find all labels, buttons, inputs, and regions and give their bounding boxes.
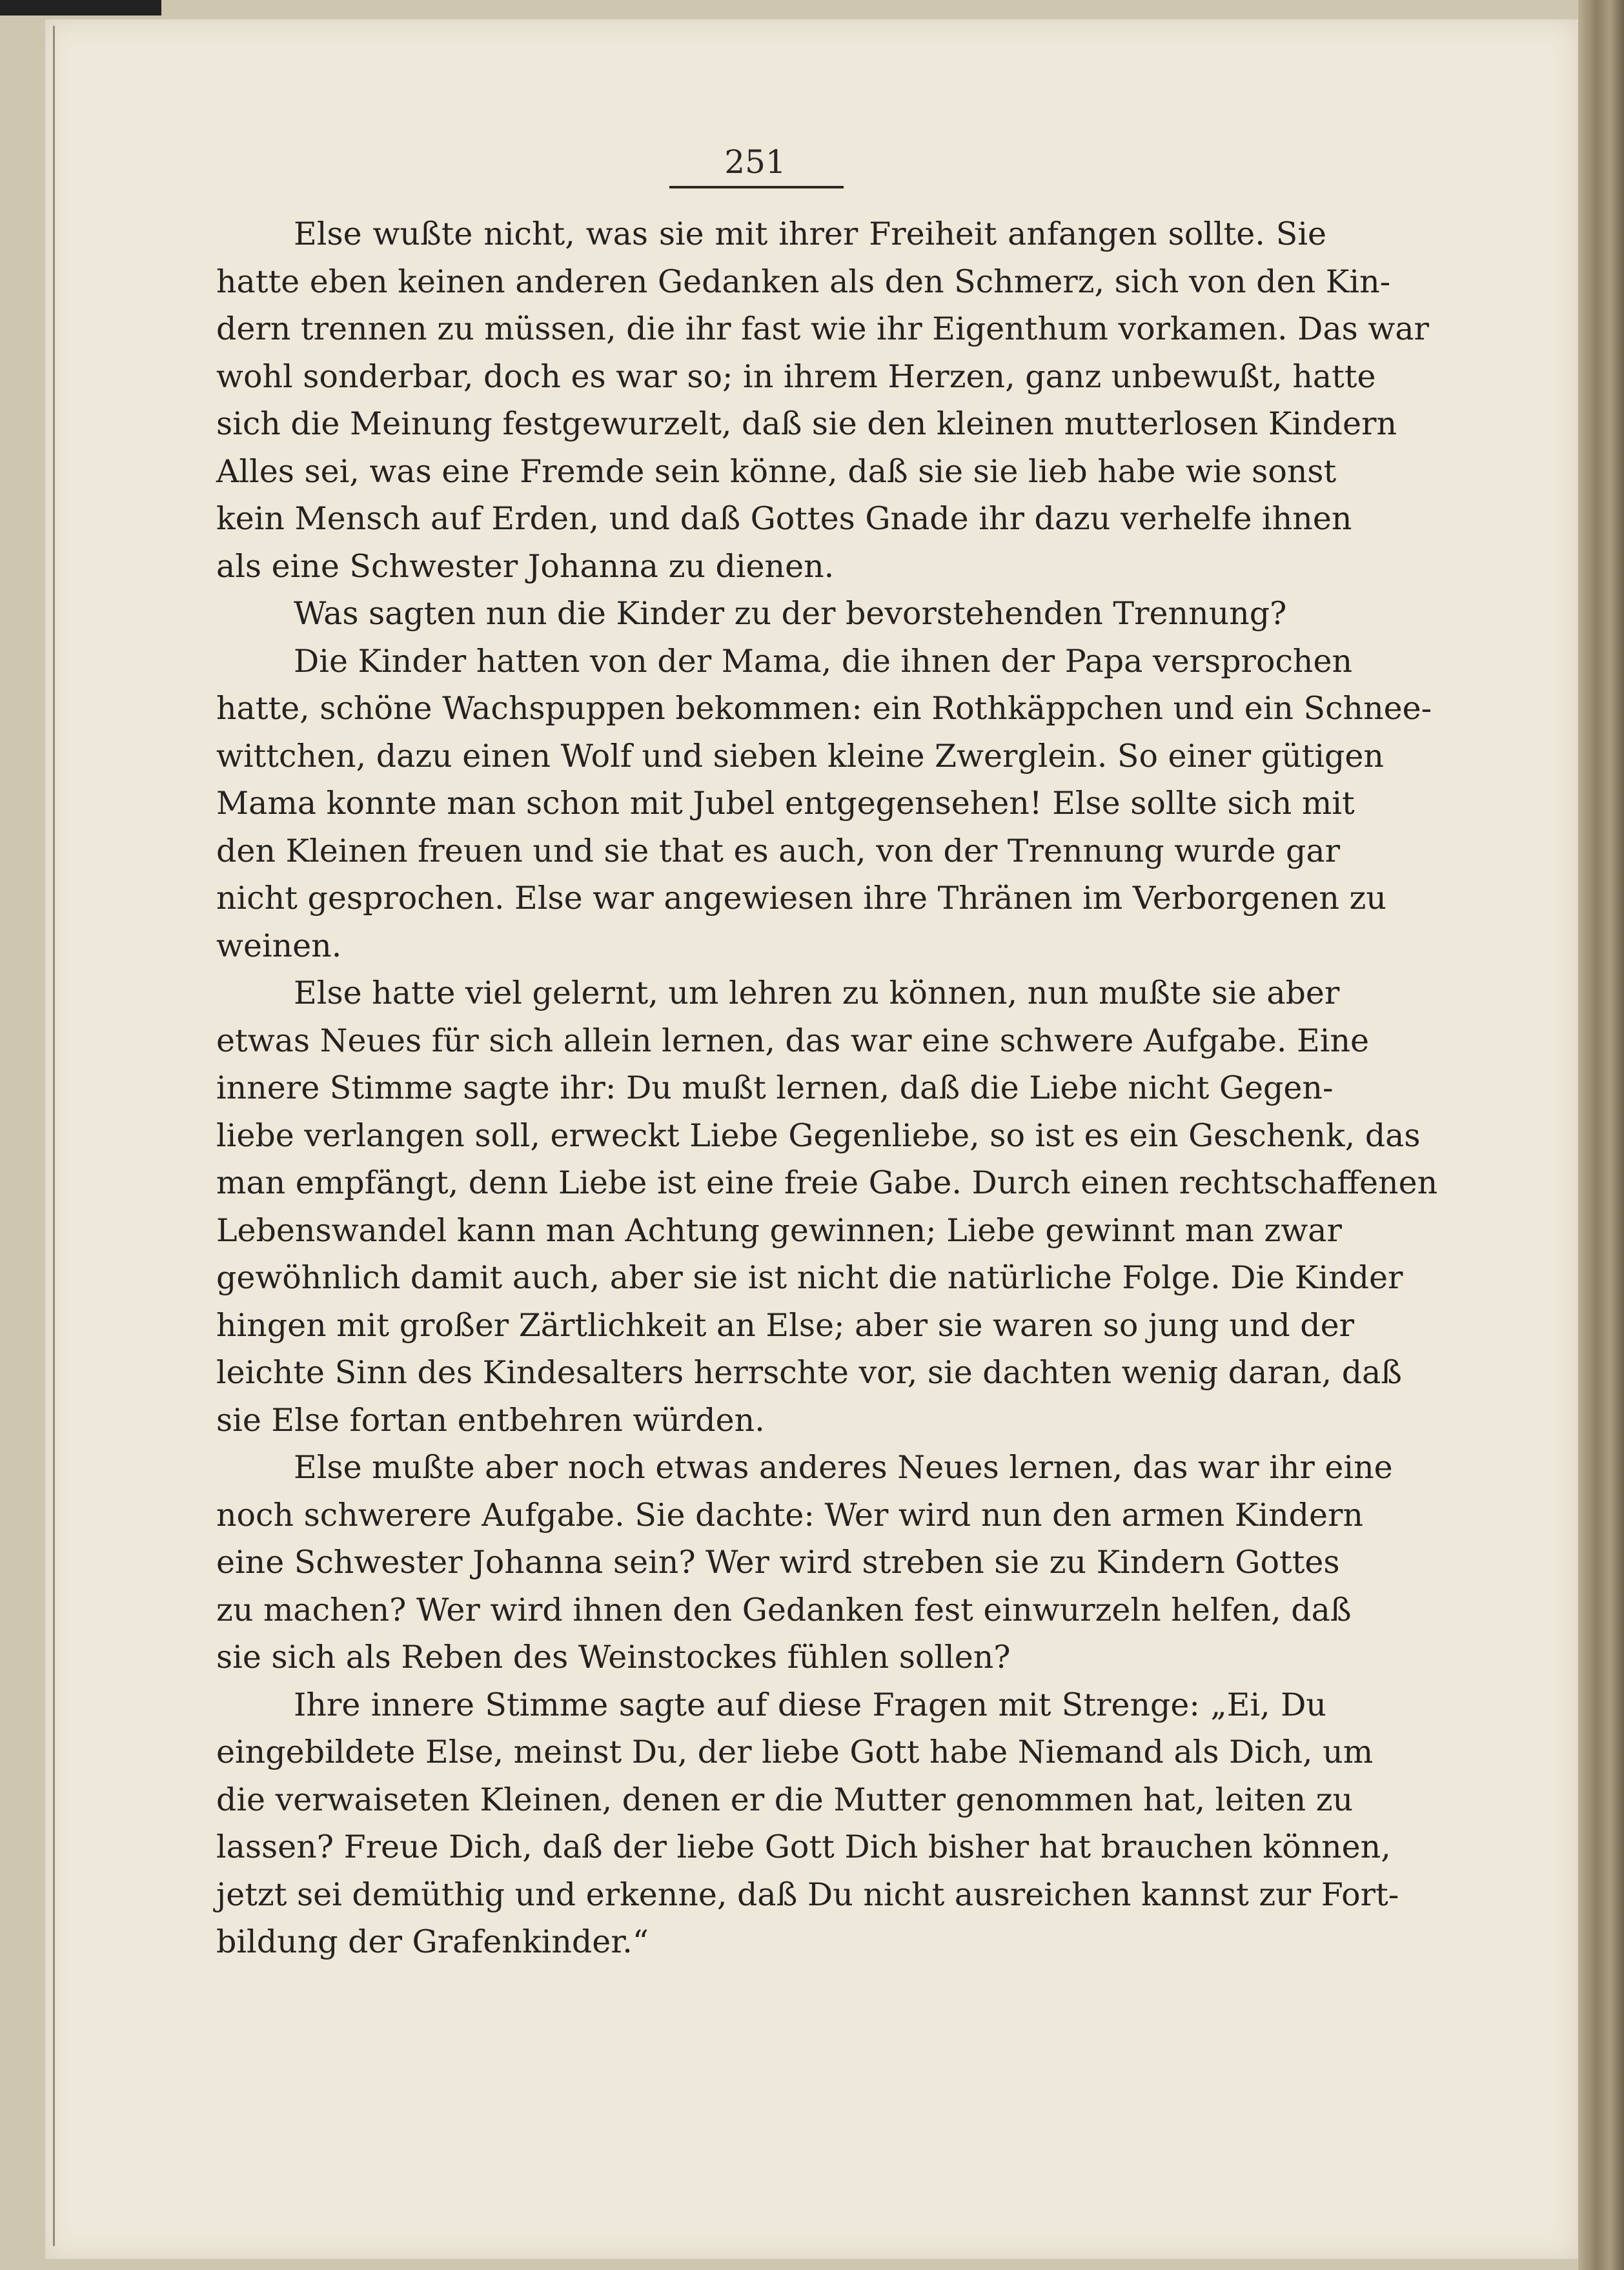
text-line: Ihre innere Stimme sagte auf diese Fragen mit Strenge: „Ei, Du [294, 1686, 1326, 1723]
page-gutter-line [53, 26, 55, 2246]
text-line: Mama konnte man schon mit Jubel entgegensehen! Else sollte sich mit [216, 785, 1355, 822]
text-line: lassen? Freue Dich, daß der liebe Gott Dich bisher hat brauchen können, [216, 1829, 1391, 1865]
text-line: eingebildete Else, meinst Du, der liebe Gott habe Niemand als Dich, um [216, 1734, 1374, 1770]
text-line: etwas Neues für sich allein lernen, das war eine schwere Aufgabe. Eine [216, 1022, 1370, 1059]
text-line: weinen. [216, 927, 342, 964]
text-line: zu machen? Wer wird ihnen den Gedanken fest einwurzeln helfen, daß [216, 1591, 1352, 1628]
header-rule [669, 186, 844, 188]
text-line: jetzt sei demüthig und erkenne, daß Du nicht ausreichen kannst zur Fort- [216, 1876, 1399, 1913]
text-line: gewöhnlich damit auch, aber sie ist nicht die natürliche Folge. Die Kinder [216, 1259, 1403, 1296]
text-line: die verwaiseten Kleinen, denen er die Mutter genommen hat, leiten zu [216, 1781, 1354, 1818]
text-line: sie Else fortan entbehren würden. [216, 1401, 765, 1439]
text-line: sie sich als Reben des Weinstockes fühlen sollen? [216, 1639, 1011, 1676]
text-line: leichte Sinn des Kindesalters herrschte vor, sie dachten wenig daran, daß [216, 1354, 1403, 1391]
text-line: hatte, schöne Wachspuppen bekommen: ein Rothkäppchen und ein Schnee- [216, 690, 1432, 727]
book-edge [1578, 0, 1624, 2270]
text-line: den Kleinen freuen und sie that es auch, von der Trennung wurde gar [216, 832, 1341, 869]
text-line: noch schwerere Aufgabe. Sie dachte: Wer wird nun den armen Kindern [216, 1496, 1363, 1534]
text-line: als eine Schwester Johanna zu dienen. [216, 547, 835, 585]
body-text [216, 210, 1438, 1966]
text-line: bildung der Grafenkinder.“ [216, 1923, 649, 1960]
text-line: eine Schwester Johanna sein? Wer wird streben sie zu Kindern Gottes [216, 1544, 1340, 1581]
text-line: hingen mit großer Zärtlichkeit an Else; aber sie waren so jung und der [216, 1306, 1355, 1344]
text-line: Die Kinder hatten von der Mama, die ihnen der Papa versprochen [294, 642, 1353, 680]
text-line: Else wußte nicht, was sie mit ihrer Freiheit anfangen sollte. Sie [294, 216, 1326, 252]
text-line: Else mußte aber noch etwas anderes Neues lernen, das war ihr eine [294, 1449, 1393, 1486]
text-line: dern trennen zu müssen, die ihr fast wie ihr Eigenthum vorkamen. Das war [216, 310, 1429, 347]
text-line: innere Stimme sagte ihr: Du mußt lernen, daß die Liebe nicht Gegen- [216, 1069, 1334, 1106]
text-line: Else hatte viel gelernt, um lehren zu können, nun mußte sie aber [294, 975, 1340, 1011]
text-line: kein Mensch auf Erden, und daß Gottes Gnade ihr dazu verhelfe ihnen [216, 500, 1352, 537]
text-line: hatte eben keinen anderen Gedanken als den Schmerz, sich von den Kin- [216, 263, 1391, 300]
text-line: liebe verlangen soll, erweckt Liebe Gegenliebe, so ist es ein Geschenk, das [216, 1117, 1421, 1154]
text-line: wohl sonderbar, doch es war so; in ihrem Herzen, ganz unbewußt, hatte [216, 358, 1376, 395]
text-line: sich die Meinung festgewurzelt, daß sie den kleinen mutterlosen Kindern [216, 405, 1397, 442]
text-line: nicht gesprochen. Else war angewiesen ihre Thränen im Verborgenen zu [216, 880, 1386, 917]
binding-shadow [0, 0, 161, 15]
text-line: wittchen, dazu einen Wolf und sieben kleine Zwerglein. So einer gütigen [216, 737, 1384, 775]
text-line: man empfängt, denn Liebe ist eine freie Gabe. Durch einen rechtschaffenen [216, 1164, 1438, 1201]
page-number: 251 [724, 143, 786, 181]
text-line: Was sagten nun die Kinder zu der bevorstehenden Trennung? [294, 595, 1287, 632]
text-line: Lebenswandel kann man Achtung gewinnen; Liebe gewinnt man zwar [216, 1211, 1342, 1249]
text-line: Alles sei, was eine Fremde sein könne, daß sie sie lieb habe wie sonst [216, 452, 1337, 490]
